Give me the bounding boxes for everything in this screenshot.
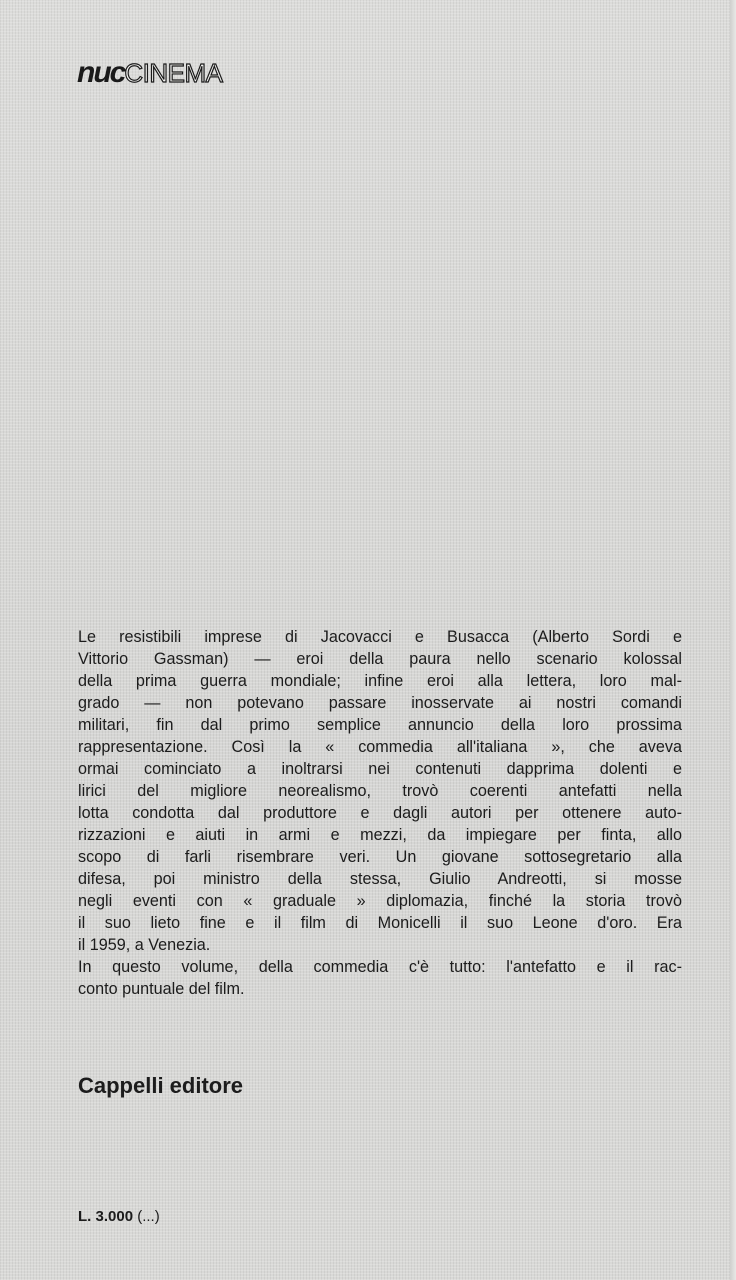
logo-brand: nuc (77, 56, 125, 89)
cover-edge (730, 0, 736, 1280)
price-note: (...) (137, 1208, 160, 1225)
blurb-line: della prima guerra mondiale; infine eroi alla lettera, loro mal- (78, 672, 682, 690)
series-logo (77, 58, 222, 90)
blurb-line: In questo volume, della commedia c'è tutto: l'antefatto e il rac- (78, 958, 682, 976)
blurb-line: lirici del migliore neorealismo, trovò coerenti antefatti nella (78, 782, 682, 800)
blurb-line: rappresentazione. Così la « commedia all'italiana », che aveva (78, 738, 682, 756)
blurb-line: difesa, poi ministro della stessa, Giulio Andreotti, si mosse (78, 870, 682, 888)
cover-blurb (78, 626, 682, 1000)
blurb-line: scopo di farli risembrare veri. Un giovane sottosegretario alla (78, 848, 682, 866)
blurb-line: Le resistibili imprese di Jacovacci e Busacca (Alberto Sordi e (78, 628, 682, 646)
blurb-line: negli eventi con « graduale » diplomazia, finché la storia trovò (78, 892, 682, 910)
blurb-line: il suo lieto fine e il film di Monicelli il suo Leone d'oro. Era (78, 914, 682, 932)
publisher-name: Cappelli editore (78, 1073, 244, 1098)
blurb-line: grado — non potevano passare inosservate ai nostri comandi (78, 694, 682, 712)
blurb-line: militari, fin dal primo semplice annuncio della loro prossima (78, 716, 682, 734)
price (78, 1208, 160, 1225)
blurb-line: conto puntuale del film. (78, 980, 245, 998)
blurb-line: lotta condotta dal produttore e dagli autori per ottenere auto- (78, 804, 682, 822)
price-amount: L. 3.000 (78, 1208, 134, 1225)
blurb-line: rizzazioni e aiuti in armi e mezzi, da impiegare per finta, allo (78, 826, 682, 844)
blurb-line: ormai cominciato a inoltrarsi nei contenuti dapprima dolenti e (78, 760, 682, 778)
blurb-line: Vittorio Gassman) — eroi della paura nello scenario kolossal (78, 650, 682, 668)
logo-series: CINEMA (124, 58, 223, 88)
blurb-line: il 1959, a Venezia. (78, 936, 211, 954)
